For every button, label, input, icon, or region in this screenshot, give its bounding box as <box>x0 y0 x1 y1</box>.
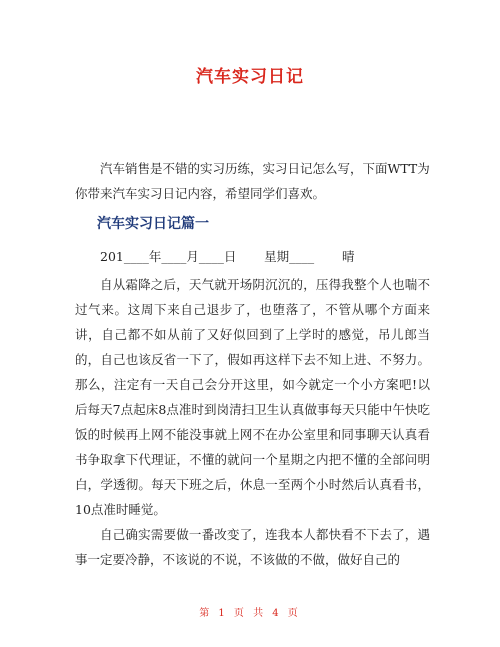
intro-paragraph: 汽车销售是不错的实习历练，实习日记怎么写，下面WTT为你带来汽车实习日记内容，希望同学们喜欢。 <box>75 161 430 201</box>
body-paragraph-1: 自从霜降之后，天气就开场阴沉沉的，压得我整个人也喘不过气来。这周下来自己退步了，也堕落了，不管从哪个方面来讲，自己都不如从前了又好似回到了上学时的感觉，吊儿郎当的，自己也该反省一下了，假如再这样下去不知上进、不努力。那么，注定有一天自己会分开这里，如今就定一个小方案吧!以后每天7点起床8点准时到岗清扫卫生认真做事每天只能中午快吃饭的时候再上网不能没事就上网不在办公室里和同事聊天认真看书争取拿下代理证，不懂的就问一个星期之内把不懂的全部问明白，学透彻。每天下班之后，休息一至两个小时然后认真看书，10点准时睡觉。 <box>75 277 430 517</box>
page-footer: 第 1 页 共 4 页 <box>199 608 301 619</box>
document-title: 汽车实习日记 <box>196 67 304 87</box>
body-paragraph-2: 自己确实需要做一番改变了，连我本人都快看不下去了，遇事一定要冷静，不该说的不说，不该做的不做，做好自己的 <box>75 527 430 567</box>
section-heading: 汽车实习日记篇一 <box>97 216 209 232</box>
body-text <box>75 272 430 572</box>
date-line: 201____年____月____日 星期____ 晴 <box>100 249 355 264</box>
